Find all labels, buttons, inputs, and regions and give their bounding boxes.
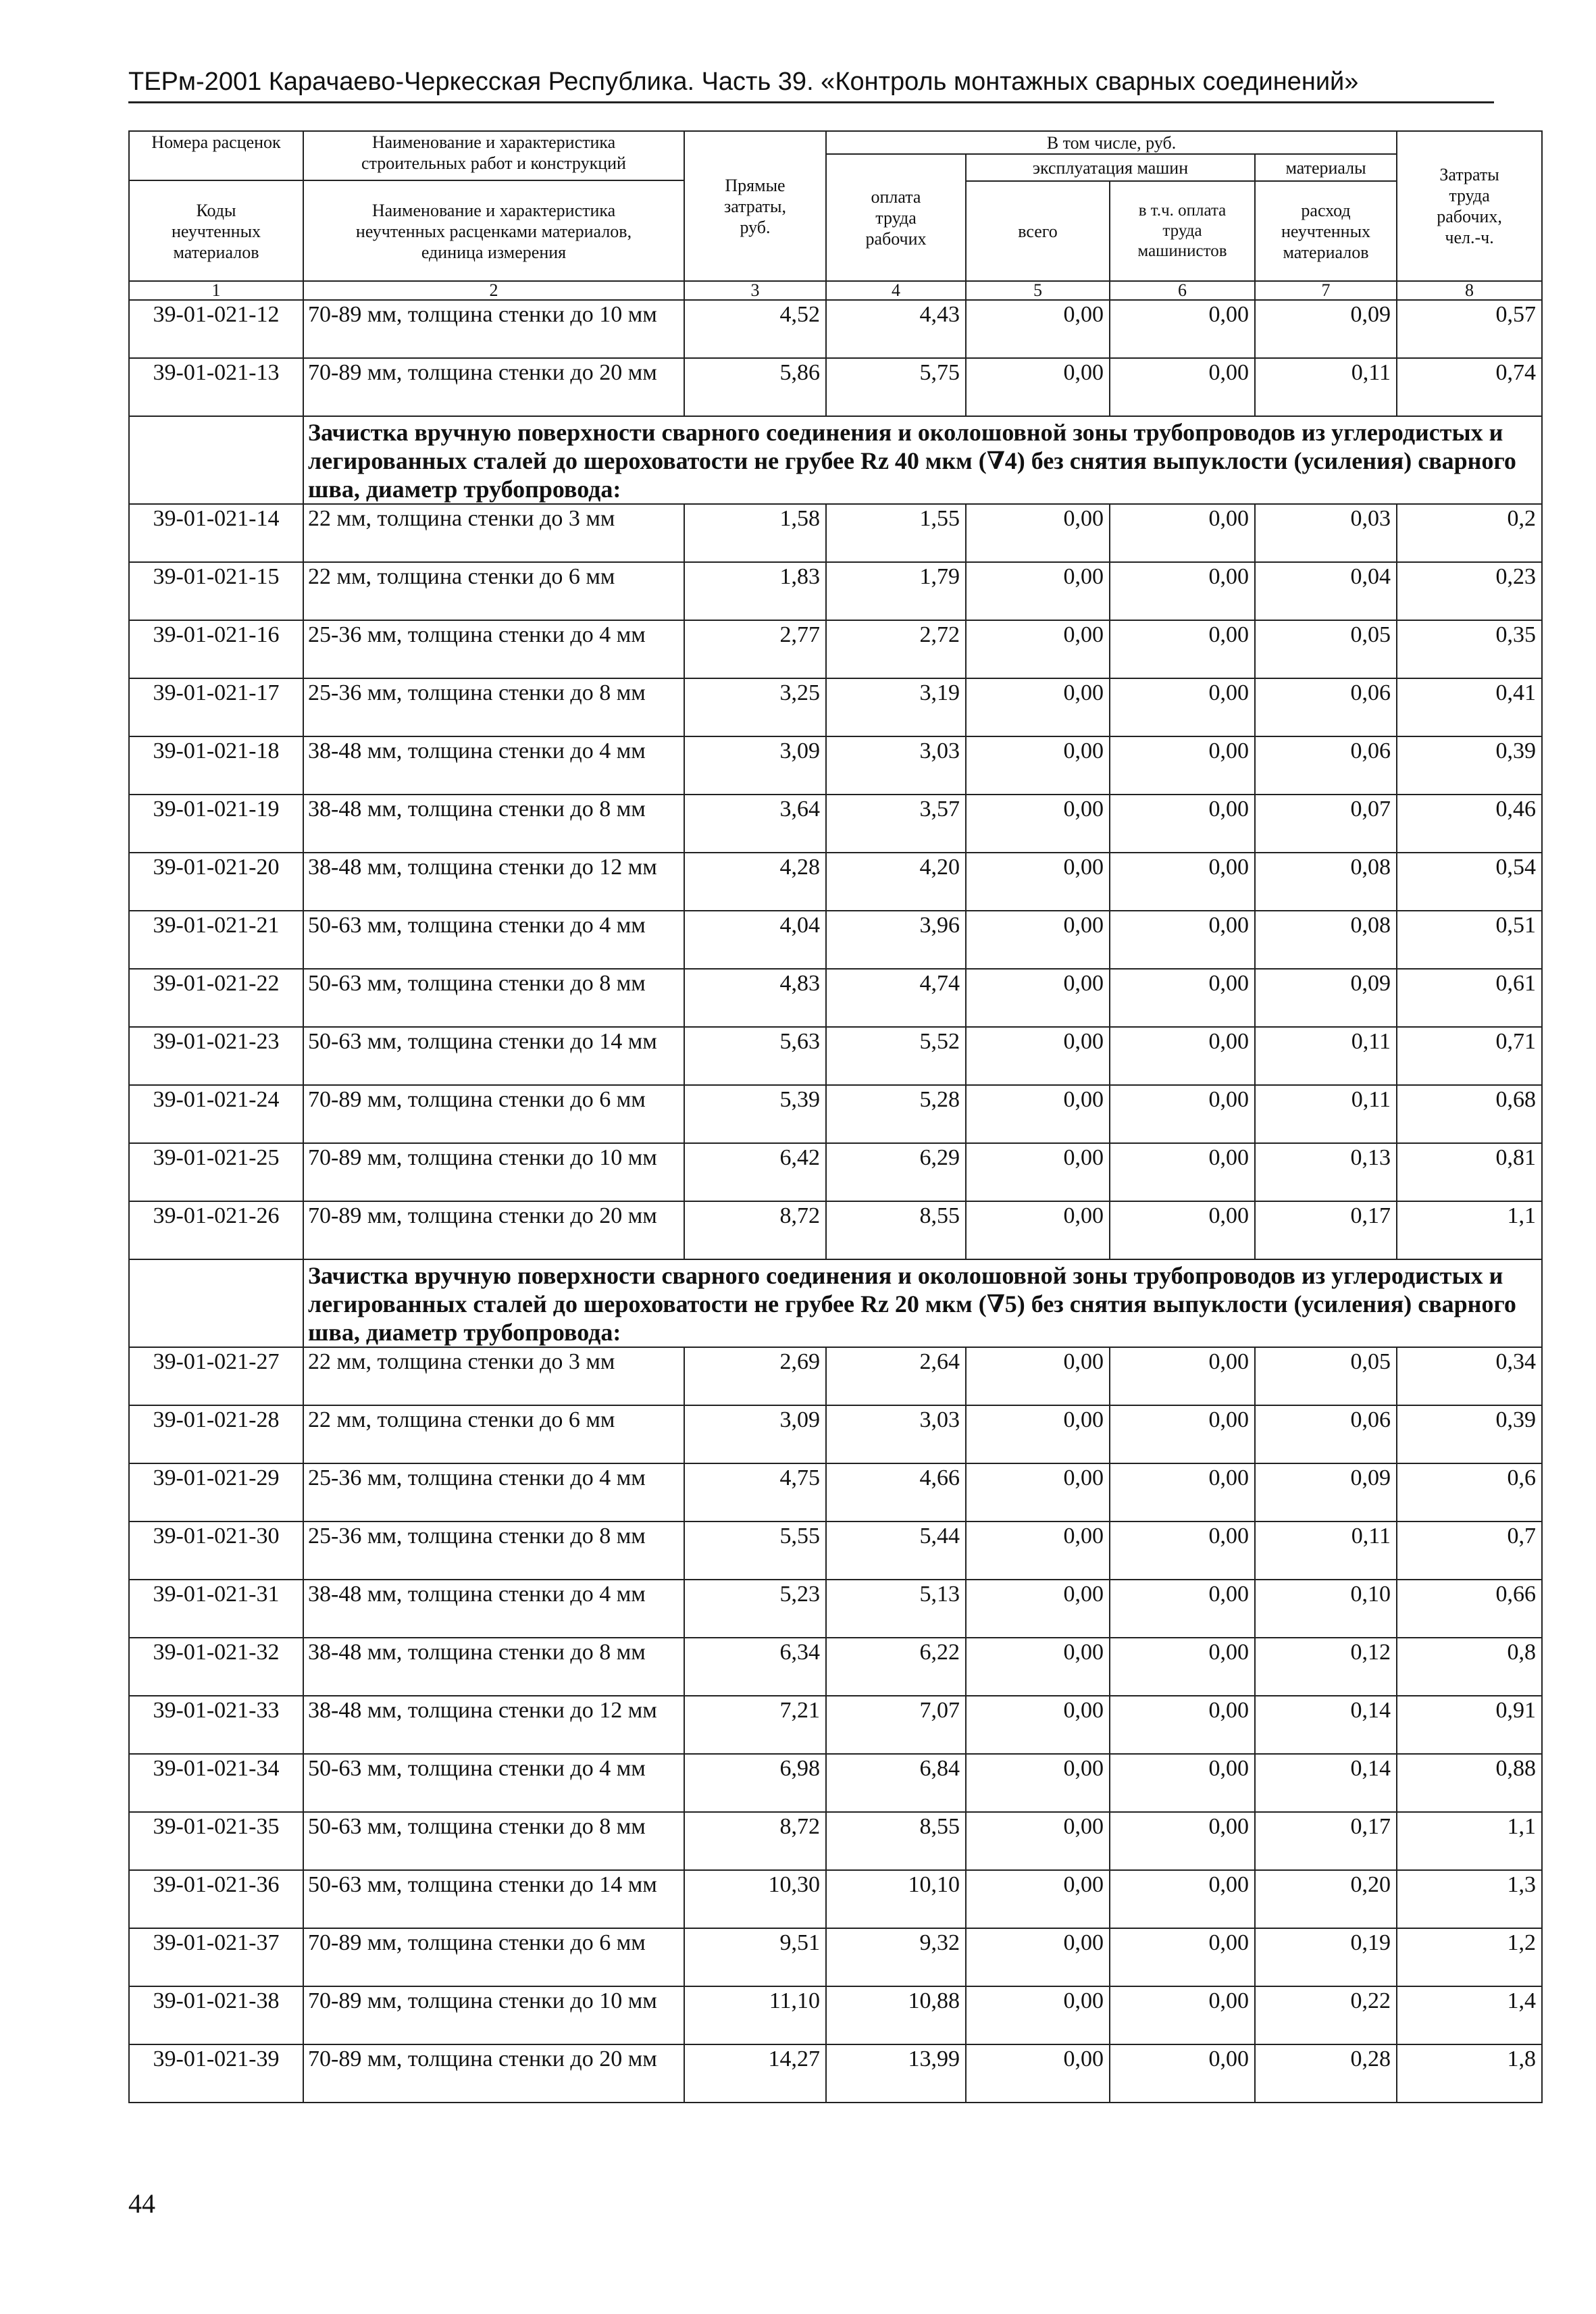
col-header-labor: Затраты труда рабочих, чел.-ч. (1397, 131, 1542, 281)
machines-total-value: 0,00 (966, 1347, 1110, 1405)
labor-value: 0,68 (1397, 1085, 1542, 1143)
work-description: 70-89 мм, толщина стенки до 10 мм (303, 1143, 684, 1201)
rate-code: 39-01-021-39 (129, 2044, 303, 2103)
materials-value: 0,09 (1255, 300, 1397, 358)
table-row (129, 1521, 1542, 1580)
work-description: 25-36 мм, толщина стенки до 4 мм (303, 1463, 684, 1521)
table-row (129, 1638, 1542, 1696)
machines-total-value: 0,00 (966, 678, 1110, 736)
labor-value: 1,4 (1397, 1986, 1542, 2044)
wages-value: 4,43 (826, 300, 966, 358)
rate-code: 39-01-021-29 (129, 1463, 303, 1521)
machines-total-value: 0,00 (966, 1754, 1110, 1812)
materials-value: 0,08 (1255, 853, 1397, 911)
table-row (129, 1347, 1542, 1405)
wages-value: 3,96 (826, 911, 966, 969)
materials-value: 0,08 (1255, 911, 1397, 969)
work-description: 50-63 мм, толщина стенки до 4 мм (303, 911, 684, 969)
work-description: 22 мм, толщина стенки до 6 мм (303, 1405, 684, 1463)
work-description: 38-48 мм, толщина стенки до 12 мм (303, 1696, 684, 1754)
column-number: 1 (129, 281, 303, 300)
wages-value: 10,88 (826, 1986, 966, 2044)
table-row (129, 1201, 1542, 1259)
wages-value: 4,20 (826, 853, 966, 911)
direct-costs-value: 8,72 (684, 1201, 826, 1259)
column-number: 3 (684, 281, 826, 300)
machines-wages-value: 0,00 (1110, 562, 1255, 620)
rate-code: 39-01-021-24 (129, 1085, 303, 1143)
work-description: 70-89 мм, толщина стенки до 10 мм (303, 1986, 684, 2044)
wages-value: 3,03 (826, 736, 966, 795)
machines-wages-value: 0,00 (1110, 300, 1255, 358)
machines-wages-value: 0,00 (1110, 1696, 1255, 1754)
rate-code: 39-01-021-21 (129, 911, 303, 969)
materials-value: 0,04 (1255, 562, 1397, 620)
rate-code: 39-01-021-25 (129, 1143, 303, 1201)
wages-value: 4,74 (826, 969, 966, 1027)
direct-costs-value: 3,64 (684, 795, 826, 853)
materials-value: 0,11 (1255, 1521, 1397, 1580)
materials-value: 0,17 (1255, 1201, 1397, 1259)
rate-code: 39-01-021-22 (129, 969, 303, 1027)
direct-costs-value: 2,77 (684, 620, 826, 678)
col-header-machines-total: всего (966, 181, 1110, 281)
labor-value: 0,8 (1397, 1638, 1542, 1696)
table-row (129, 736, 1542, 795)
table-row (129, 1928, 1542, 1986)
direct-costs-value: 5,39 (684, 1085, 826, 1143)
table-row (129, 1580, 1542, 1638)
rate-code: 39-01-021-32 (129, 1638, 303, 1696)
materials-value: 0,05 (1255, 1347, 1397, 1405)
section-spacer (129, 1259, 303, 1347)
machines-total-value: 0,00 (966, 620, 1110, 678)
table-row (129, 853, 1542, 911)
table-row (129, 562, 1542, 620)
table-row (129, 1143, 1542, 1201)
machines-total-value: 0,00 (966, 969, 1110, 1027)
work-description: 38-48 мм, толщина стенки до 12 мм (303, 853, 684, 911)
col-header-works: Наименование и характеристика строительных работ и конструкций (304, 132, 684, 181)
materials-value: 0,11 (1255, 1027, 1397, 1085)
section-heading: Зачистка вручную поверхности сварного соединения и околошовной зоны трубопроводов из углеродистых и легированных сталей до шероховатости не грубее Rz 40 мкм (∇4) без снятия выпуклости (усиления) сварного шва, диаметр трубопровода: (303, 416, 1542, 504)
col-header-materials-desc: Наименование и характеристика неучтенных расценками материалов, единица измерения (355, 201, 632, 262)
labor-value: 0,2 (1397, 504, 1542, 562)
direct-costs-value: 11,10 (684, 1986, 826, 2044)
labor-value: 0,35 (1397, 620, 1542, 678)
rate-code: 39-01-021-18 (129, 736, 303, 795)
labor-value: 0,7 (1397, 1521, 1542, 1580)
wages-value: 8,55 (826, 1812, 966, 1870)
table-row (129, 504, 1542, 562)
materials-value: 0,22 (1255, 1986, 1397, 2044)
direct-costs-value: 6,98 (684, 1754, 826, 1812)
machines-wages-value: 0,00 (1110, 795, 1255, 853)
machines-wages-value: 0,00 (1110, 358, 1255, 416)
machines-total-value: 0,00 (966, 1696, 1110, 1754)
table-row (129, 1463, 1542, 1521)
work-description: 70-89 мм, толщина стенки до 6 мм (303, 1085, 684, 1143)
column-number: 7 (1255, 281, 1397, 300)
labor-value: 0,39 (1397, 736, 1542, 795)
table-row (129, 1812, 1542, 1870)
direct-costs-value: 4,83 (684, 969, 826, 1027)
direct-costs-value: 1,83 (684, 562, 826, 620)
machines-wages-value: 0,00 (1110, 2044, 1255, 2103)
direct-costs-value: 3,09 (684, 1405, 826, 1463)
rate-code: 39-01-021-23 (129, 1027, 303, 1085)
materials-value: 0,11 (1255, 358, 1397, 416)
machines-wages-value: 0,00 (1110, 1201, 1255, 1259)
direct-costs-value: 4,52 (684, 300, 826, 358)
wages-value: 3,03 (826, 1405, 966, 1463)
table-row (129, 1405, 1542, 1463)
machines-total-value: 0,00 (966, 1928, 1110, 1986)
wages-value: 1,79 (826, 562, 966, 620)
machines-wages-value: 0,00 (1110, 504, 1255, 562)
machines-wages-value: 0,00 (1110, 1812, 1255, 1870)
direct-costs-value: 4,04 (684, 911, 826, 969)
work-description: 50-63 мм, толщина стенки до 14 мм (303, 1027, 684, 1085)
table-section-2 (129, 1259, 1542, 1347)
table-row (129, 1027, 1542, 1085)
labor-value: 0,91 (1397, 1696, 1542, 1754)
labor-value: 0,57 (1397, 300, 1542, 358)
work-description: 70-89 мм, толщина стенки до 6 мм (303, 1928, 684, 1986)
wages-value: 6,84 (826, 1754, 966, 1812)
materials-value: 0,10 (1255, 1580, 1397, 1638)
column-number: 5 (966, 281, 1110, 300)
work-description: 38-48 мм, толщина стенки до 4 мм (303, 1580, 684, 1638)
machines-wages-value: 0,00 (1110, 1870, 1255, 1928)
rate-code: 39-01-021-15 (129, 562, 303, 620)
machines-wages-value: 0,00 (1110, 1521, 1255, 1580)
col-header-machines-wages: в т.ч. оплата труда машинистов (1110, 181, 1255, 281)
wages-value: 8,55 (826, 1201, 966, 1259)
machines-wages-value: 0,00 (1110, 969, 1255, 1027)
rate-code: 39-01-021-30 (129, 1521, 303, 1580)
labor-value: 0,71 (1397, 1027, 1542, 1085)
col-header-description (303, 131, 684, 281)
machines-total-value: 0,00 (966, 1085, 1110, 1143)
machines-total-value: 0,00 (966, 853, 1110, 911)
wages-value: 1,55 (826, 504, 966, 562)
direct-costs-value: 8,72 (684, 1812, 826, 1870)
wages-value: 10,10 (826, 1870, 966, 1928)
direct-costs-value: 4,28 (684, 853, 826, 911)
direct-costs-value: 6,34 (684, 1638, 826, 1696)
work-description: 38-48 мм, толщина стенки до 4 мм (303, 736, 684, 795)
materials-value: 0,06 (1255, 678, 1397, 736)
rate-code: 39-01-021-38 (129, 1986, 303, 2044)
labor-value: 1,2 (1397, 1928, 1542, 1986)
rate-code: 39-01-021-20 (129, 853, 303, 911)
col-header-codes (129, 131, 303, 281)
materials-value: 0,03 (1255, 504, 1397, 562)
column-number: 8 (1397, 281, 1542, 300)
materials-value: 0,12 (1255, 1638, 1397, 1696)
col-header-wages: оплата труда рабочих (826, 154, 966, 281)
rate-code: 39-01-021-16 (129, 620, 303, 678)
column-number: 6 (1110, 281, 1255, 300)
column-number: 2 (303, 281, 684, 300)
labor-value: 0,34 (1397, 1347, 1542, 1405)
direct-costs-value: 5,86 (684, 358, 826, 416)
machines-wages-value: 0,00 (1110, 1143, 1255, 1201)
machines-wages-value: 0,00 (1110, 678, 1255, 736)
table-body-part-3 (129, 1347, 1542, 2103)
machines-wages-value: 0,00 (1110, 911, 1255, 969)
table-row (129, 1986, 1542, 2044)
machines-wages-value: 0,00 (1110, 1638, 1255, 1696)
machines-total-value: 0,00 (966, 1986, 1110, 2044)
work-description: 25-36 мм, толщина стенки до 4 мм (303, 620, 684, 678)
wages-value: 5,28 (826, 1085, 966, 1143)
column-number: 4 (826, 281, 966, 300)
materials-value: 0,20 (1255, 1870, 1397, 1928)
machines-wages-value: 0,00 (1110, 1986, 1255, 2044)
machines-total-value: 0,00 (966, 504, 1110, 562)
col-header-machines: эксплуатация машин (966, 154, 1255, 181)
work-description: 38-48 мм, толщина стенки до 8 мм (303, 1638, 684, 1696)
wages-value: 5,75 (826, 358, 966, 416)
machines-wages-value: 0,00 (1110, 1580, 1255, 1638)
machines-wages-value: 0,00 (1110, 1463, 1255, 1521)
wages-value: 4,66 (826, 1463, 966, 1521)
materials-value: 0,07 (1255, 795, 1397, 853)
machines-total-value: 0,00 (966, 1405, 1110, 1463)
table-row (129, 2044, 1542, 2103)
direct-costs-value: 10,30 (684, 1870, 826, 1928)
materials-value: 0,19 (1255, 1928, 1397, 1986)
wages-value: 9,32 (826, 1928, 966, 1986)
table-row (129, 969, 1542, 1027)
work-description: 38-48 мм, толщина стенки до 8 мм (303, 795, 684, 853)
col-header-material-codes: Коды неучтенных материалов (171, 201, 261, 262)
materials-value: 0,05 (1255, 620, 1397, 678)
rate-code: 39-01-021-27 (129, 1347, 303, 1405)
machines-wages-value: 0,00 (1110, 736, 1255, 795)
table-row (129, 1696, 1542, 1754)
machines-wages-value: 0,00 (1110, 1405, 1255, 1463)
labor-value: 0,51 (1397, 911, 1542, 969)
machines-total-value: 0,00 (966, 1812, 1110, 1870)
table-row (129, 1085, 1542, 1143)
col-header-direct-costs: Прямые затраты, руб. (684, 131, 826, 281)
materials-value: 0,11 (1255, 1085, 1397, 1143)
work-description: 25-36 мм, толщина стенки до 8 мм (303, 1521, 684, 1580)
direct-costs-value: 14,27 (684, 2044, 826, 2103)
table-row (129, 911, 1542, 969)
machines-wages-value: 0,00 (1110, 1754, 1255, 1812)
machines-total-value: 0,00 (966, 1201, 1110, 1259)
rate-code: 39-01-021-35 (129, 1812, 303, 1870)
col-header-materials-consumption: расход неучтенных материалов (1255, 181, 1397, 281)
machines-wages-value: 0,00 (1110, 1928, 1255, 1986)
materials-value: 0,09 (1255, 969, 1397, 1027)
work-description: 70-89 мм, толщина стенки до 10 мм (303, 300, 684, 358)
machines-total-value: 0,00 (966, 358, 1110, 416)
rate-code: 39-01-021-14 (129, 504, 303, 562)
work-description: 25-36 мм, толщина стенки до 8 мм (303, 678, 684, 736)
direct-costs-value: 5,23 (684, 1580, 826, 1638)
page-number: 44 (128, 2188, 155, 2219)
materials-value: 0,28 (1255, 2044, 1397, 2103)
labor-value: 0,81 (1397, 1143, 1542, 1201)
work-description: 22 мм, толщина стенки до 3 мм (303, 1347, 684, 1405)
section-heading: Зачистка вручную поверхности сварного соединения и околошовной зоны трубопроводов из углеродистых и легированных сталей до шероховатости не грубее Rz 20 мкм (∇5) без снятия выпуклости (усиления) сварного шва, диаметр трубопровода: (303, 1259, 1542, 1347)
machines-wages-value: 0,00 (1110, 1347, 1255, 1405)
table-body-part-2 (129, 504, 1542, 1259)
machines-total-value: 0,00 (966, 1027, 1110, 1085)
rate-code: 39-01-021-26 (129, 1201, 303, 1259)
labor-value: 0,61 (1397, 969, 1542, 1027)
wages-value: 3,57 (826, 795, 966, 853)
direct-costs-value: 9,51 (684, 1928, 826, 1986)
machines-wages-value: 0,00 (1110, 1027, 1255, 1085)
work-description: 22 мм, толщина стенки до 3 мм (303, 504, 684, 562)
direct-costs-value: 2,69 (684, 1347, 826, 1405)
col-header-materials: материалы (1255, 154, 1397, 181)
machines-total-value: 0,00 (966, 562, 1110, 620)
direct-costs-value: 1,58 (684, 504, 826, 562)
machines-wages-value: 0,00 (1110, 620, 1255, 678)
work-description: 22 мм, толщина стенки до 6 мм (303, 562, 684, 620)
materials-value: 0,17 (1255, 1812, 1397, 1870)
rate-code: 39-01-021-31 (129, 1580, 303, 1638)
wages-value: 2,64 (826, 1347, 966, 1405)
work-description: 50-63 мм, толщина стенки до 4 мм (303, 1754, 684, 1812)
machines-wages-value: 0,00 (1110, 1085, 1255, 1143)
labor-value: 1,3 (1397, 1870, 1542, 1928)
direct-costs-value: 4,75 (684, 1463, 826, 1521)
direct-costs-value: 3,09 (684, 736, 826, 795)
labor-value: 0,41 (1397, 678, 1542, 736)
materials-value: 0,06 (1255, 736, 1397, 795)
wages-value: 2,72 (826, 620, 966, 678)
machines-total-value: 0,00 (966, 1143, 1110, 1201)
wages-value: 3,19 (826, 678, 966, 736)
materials-value: 0,14 (1255, 1754, 1397, 1812)
labor-value: 1,1 (1397, 1201, 1542, 1259)
rate-code: 39-01-021-33 (129, 1696, 303, 1754)
rate-code: 39-01-021-37 (129, 1928, 303, 1986)
machines-total-value: 0,00 (966, 795, 1110, 853)
materials-value: 0,06 (1255, 1405, 1397, 1463)
page-header-title: ТЕРм-2001 Карачаево-Черкесская Республика. Часть 39. «Контроль монтажных сварных соединений» (128, 68, 1359, 96)
work-description: 70-89 мм, толщина стенки до 20 мм (303, 2044, 684, 2103)
column-numbers-row (129, 281, 1542, 300)
labor-value: 1,1 (1397, 1812, 1542, 1870)
table-section-1 (129, 416, 1542, 504)
direct-costs-value: 5,55 (684, 1521, 826, 1580)
work-description: 70-89 мм, толщина стенки до 20 мм (303, 1201, 684, 1259)
col-header-including: В том числе, руб. (826, 131, 1397, 154)
wages-value: 5,13 (826, 1580, 966, 1638)
work-description: 50-63 мм, толщина стенки до 8 мм (303, 969, 684, 1027)
rate-code: 39-01-021-34 (129, 1754, 303, 1812)
table-row (129, 795, 1542, 853)
rate-code: 39-01-021-36 (129, 1870, 303, 1928)
rate-code: 39-01-021-28 (129, 1405, 303, 1463)
wages-value: 6,29 (826, 1143, 966, 1201)
rate-code: 39-01-021-12 (129, 300, 303, 358)
wages-value: 7,07 (826, 1696, 966, 1754)
machines-total-value: 0,00 (966, 911, 1110, 969)
table-row (129, 300, 1542, 358)
labor-value: 0,66 (1397, 1580, 1542, 1638)
table-row (129, 1754, 1542, 1812)
direct-costs-value: 3,25 (684, 678, 826, 736)
labor-value: 0,23 (1397, 562, 1542, 620)
labor-value: 1,8 (1397, 2044, 1542, 2103)
labor-value: 0,88 (1397, 1754, 1542, 1812)
machines-total-value: 0,00 (966, 2044, 1110, 2103)
table-row (129, 358, 1542, 416)
section-heading-row (129, 416, 1542, 504)
work-description: 70-89 мм, толщина стенки до 20 мм (303, 358, 684, 416)
labor-value: 0,54 (1397, 853, 1542, 911)
table-row (129, 1870, 1542, 1928)
direct-costs-value: 6,42 (684, 1143, 826, 1201)
col-header-rate-numbers: Номера расценок (130, 132, 303, 181)
direct-costs-value: 5,63 (684, 1027, 826, 1085)
table-body-part-1 (129, 300, 1542, 416)
header-rule (128, 101, 1494, 103)
work-description: 50-63 мм, толщина стенки до 8 мм (303, 1812, 684, 1870)
section-heading-row (129, 1259, 1542, 1347)
labor-value: 0,74 (1397, 358, 1542, 416)
table-header (129, 131, 1542, 300)
work-description: 50-63 мм, толщина стенки до 14 мм (303, 1870, 684, 1928)
labor-value: 0,39 (1397, 1405, 1542, 1463)
rate-code: 39-01-021-19 (129, 795, 303, 853)
table-row (129, 620, 1542, 678)
labor-value: 0,6 (1397, 1463, 1542, 1521)
machines-total-value: 0,00 (966, 1521, 1110, 1580)
materials-value: 0,13 (1255, 1143, 1397, 1201)
materials-value: 0,14 (1255, 1696, 1397, 1754)
machines-total-value: 0,00 (966, 736, 1110, 795)
rates-table (128, 130, 1543, 2103)
machines-total-value: 0,00 (966, 300, 1110, 358)
materials-value: 0,09 (1255, 1463, 1397, 1521)
rate-code: 39-01-021-17 (129, 678, 303, 736)
rate-code: 39-01-021-13 (129, 358, 303, 416)
wages-value: 5,44 (826, 1521, 966, 1580)
wages-value: 13,99 (826, 2044, 966, 2103)
table-row (129, 678, 1542, 736)
machines-total-value: 0,00 (966, 1638, 1110, 1696)
wages-value: 5,52 (826, 1027, 966, 1085)
wages-value: 6,22 (826, 1638, 966, 1696)
machines-total-value: 0,00 (966, 1580, 1110, 1638)
machines-total-value: 0,00 (966, 1463, 1110, 1521)
machines-total-value: 0,00 (966, 1870, 1110, 1928)
labor-value: 0,46 (1397, 795, 1542, 853)
section-spacer (129, 416, 303, 504)
direct-costs-value: 7,21 (684, 1696, 826, 1754)
machines-wages-value: 0,00 (1110, 853, 1255, 911)
